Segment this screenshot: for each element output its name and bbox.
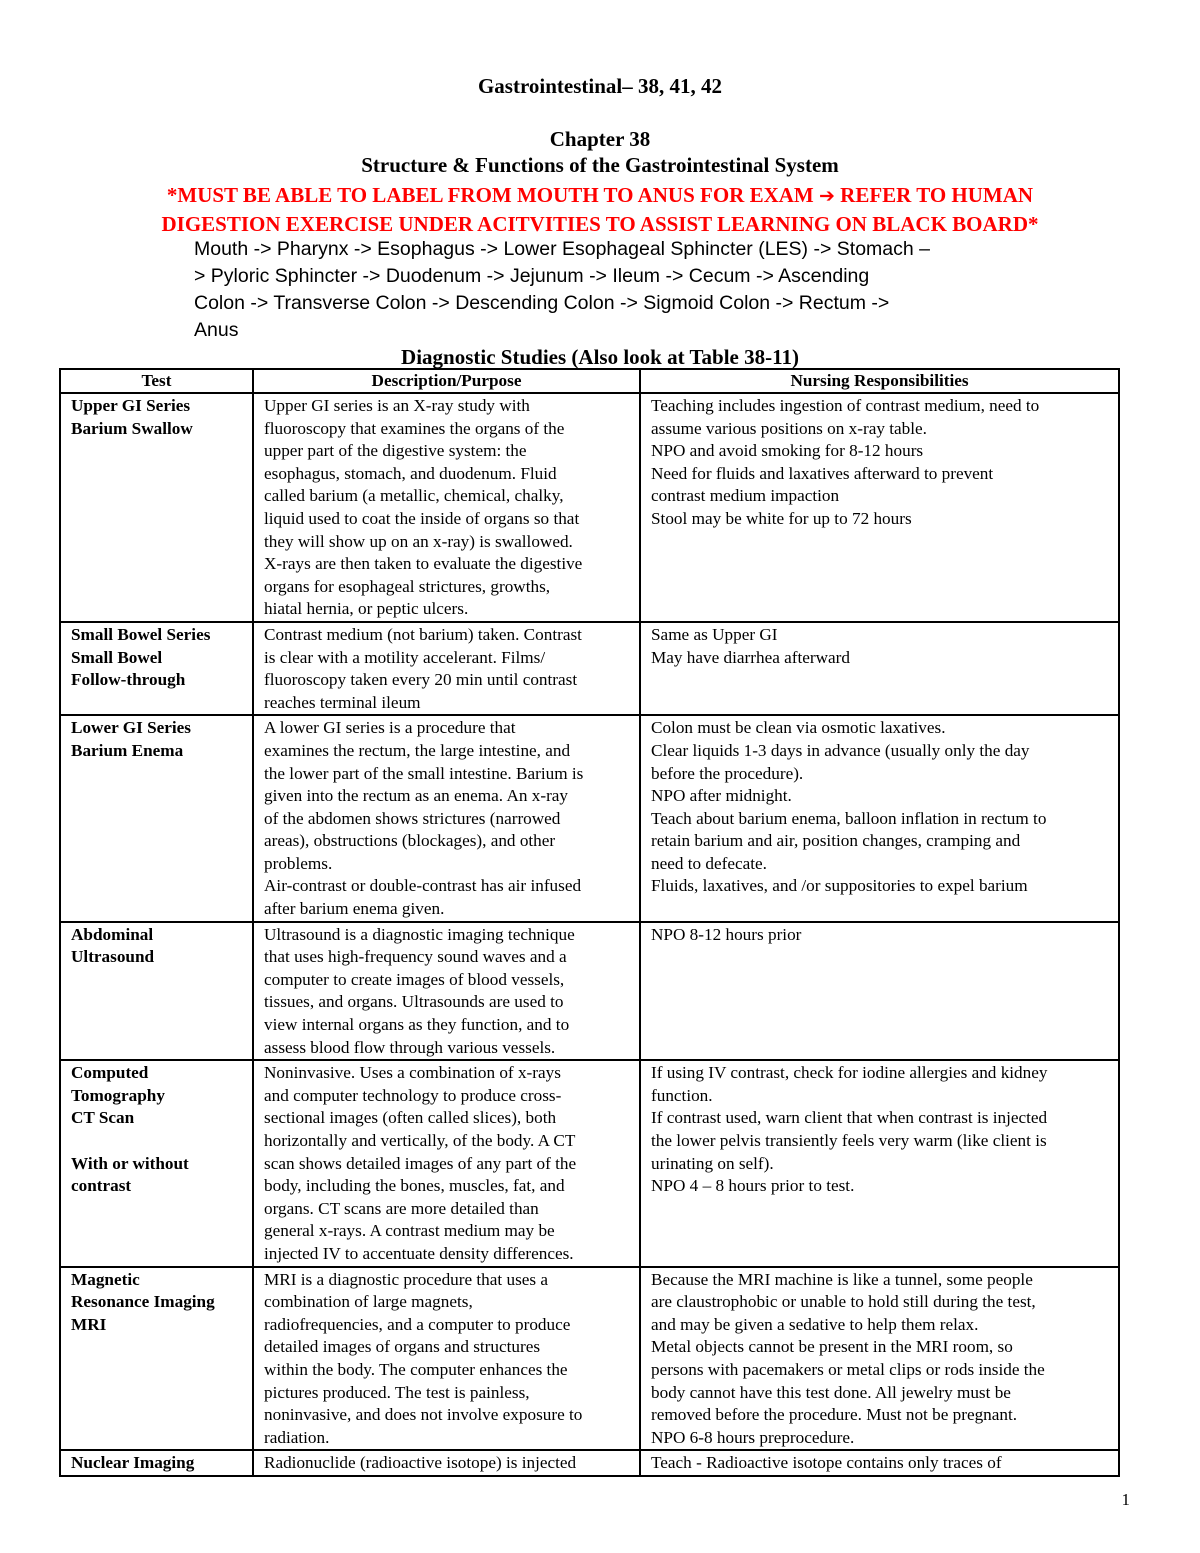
exam-warning-line2: DIGESTION EXERCISE UNDER ACITVITIES TO ASSIST LEARNING ON BLACK BOARD* [161, 212, 1039, 236]
cell-line: Teaching includes ingestion of contrast medium, need to [651, 396, 1040, 415]
cell-line: NPO 8-12 hours prior [651, 924, 802, 944]
test-cell [60, 715, 253, 921]
cell-line: hiatal hernia, or peptic ulcers. [264, 599, 469, 619]
cell-line: Stool may be white for up to 72 hours [651, 508, 912, 528]
cell-line: Colon must be clean via osmotic laxatives. [651, 718, 946, 738]
cell-line: Need for fluids and laxatives afterward to prevent [651, 463, 994, 483]
cell-line: Magnetic [71, 1269, 140, 1289]
cell-line: Barium Swallow [71, 418, 193, 438]
cell-line: Teach about barium enema, balloon inflation in rectum to [651, 808, 1047, 828]
test-cell [60, 393, 253, 622]
cell-line: given into the rectum as an enema. An x-ray [264, 786, 569, 806]
cell-line: computer to create images of blood vessels, [264, 969, 565, 989]
cell-line: Fluids, laxatives, and /or suppositories to expel barium [651, 876, 1028, 896]
exam-warning [0, 181, 1200, 238]
cell-line: Small Bowel Series [71, 624, 211, 644]
cell-line: after barium enema given. [264, 899, 445, 919]
chapter-subtitle: Structure & Functions of the Gastrointestinal System [361, 153, 839, 177]
nursing-cell [640, 393, 1119, 622]
cell-line: and may be given a sedative to help them relax. [651, 1314, 979, 1334]
cell-line: A lower GI series is a procedure that [264, 718, 516, 738]
exam-warning-text2: REFER TO HUMAN [840, 183, 1034, 207]
right-arrow-icon: ➔ [819, 185, 835, 207]
cell-line: sectional images (often called slices), both [264, 1108, 557, 1128]
cell-line: Contrast medium (not barium) taken. Contrast [264, 624, 582, 644]
cell-line: urinating on self). [651, 1153, 774, 1173]
cell-line: general x-rays. A contrast medium may be [264, 1221, 555, 1241]
chapter-heading: Chapter 38 [549, 127, 651, 151]
diagnostic-studies-heading: Diagnostic Studies (Also look at Table 38-11) [401, 345, 799, 369]
cell-line: MRI [71, 1314, 107, 1334]
cell-line: noninvasive, and does not involve exposure to [264, 1405, 583, 1425]
cell-line: Same as Upper GI [651, 624, 778, 644]
cell-line: fluoroscopy taken every 20 min until contrast [264, 670, 578, 690]
cell-line: reaches terminal ileum [264, 692, 421, 712]
cell-line: organs for esophageal strictures, growths, [264, 576, 551, 596]
cell-line: the lower part of the small intestine. Barium is [264, 763, 584, 783]
cell-line: removed before the procedure. Must not be pregnant. [651, 1405, 1018, 1425]
table-row [60, 715, 1119, 921]
cell-line: body, including the bones, muscles, fat, and [264, 1176, 565, 1196]
nursing-cell [640, 715, 1119, 921]
cell-line: fluoroscopy that examines the organs of the [264, 418, 565, 438]
cell-line: contrast medium impaction [651, 486, 840, 506]
cell-line: If using IV contrast, check for iodine allergies and kidney [651, 1063, 1048, 1083]
cell-line: need to defecate. [651, 853, 767, 873]
pathway-line: Mouth -> Pharynx -> Esophagus -> Lower Esophageal Sphincter (LES) -> Stomach – [194, 238, 930, 260]
cell-line: organs. CT scans are more detailed than [264, 1198, 539, 1218]
column-header-description: Description/Purpose [253, 369, 640, 393]
cell-line: and computer technology to produce cross- [264, 1085, 562, 1105]
cell-line: Resonance Imaging [71, 1292, 215, 1312]
cell-line: assess blood flow through various vessels. [264, 1037, 556, 1057]
description-cell [253, 393, 640, 622]
cell-line: radiation. [264, 1427, 330, 1447]
test-cell [60, 1267, 253, 1451]
cell-line: pictures produced. The test is painless, [264, 1382, 530, 1402]
pathway-line: Anus [194, 319, 239, 341]
cell-line: of the abdomen shows strictures (narrowed [264, 808, 561, 828]
cell-line: Teach - Radioactive isotope contains only traces of [651, 1453, 1002, 1473]
test-cell [60, 622, 253, 715]
cell-line: is clear with a motility accelerant. Films/ [264, 647, 546, 667]
cell-line: May have diarrhea afterward [651, 647, 850, 667]
cell-line: Air-contrast or double-contrast has air infused [264, 876, 582, 896]
cell-line: injected IV to accentuate density differences. [264, 1243, 574, 1263]
table-row [60, 393, 1119, 622]
cell-line: persons with pacemakers or metal clips or rods inside the [651, 1359, 1045, 1379]
column-header-nursing: Nursing Responsibilities [640, 369, 1119, 393]
cell-line: Small Bowel [71, 647, 163, 667]
cell-line: assume various positions on x-ray table. [651, 418, 927, 438]
cell-line: Ultrasound [71, 947, 155, 967]
cell-line: Clear liquids 1-3 days in advance (usually only the day [651, 740, 1030, 760]
pathway-line: > Pyloric Sphincter -> Duodenum -> Jejunum -> Ileum -> Cecum -> Ascending [194, 265, 870, 287]
cell-line: combination of large magnets, [264, 1292, 473, 1312]
cell-line: esophagus, stomach, and duodenum. Fluid [264, 463, 557, 483]
cell-line: before the procedure). [651, 763, 804, 783]
cell-line: If contrast used, warn client that when contrast is injected [651, 1108, 1048, 1128]
exam-warning-text1: *MUST BE ABLE TO LABEL FROM MOUTH TO ANUS FOR EXAM [166, 183, 814, 207]
cell-line: Nuclear Imaging [71, 1453, 195, 1473]
cell-line: upper part of the digestive system: the [264, 441, 527, 461]
cell-line: the lower pelvis transiently feels very warm (like client is [651, 1131, 1047, 1150]
table-row [60, 622, 1119, 715]
cell-line: MRI is a diagnostic procedure that uses a [264, 1269, 548, 1289]
cell-line: detailed images of organs and structures [264, 1337, 541, 1357]
digestive-pathway [194, 236, 994, 344]
nursing-cell [640, 622, 1119, 715]
cell-line: are claustrophobic or unable to hold still during the test, [651, 1292, 1036, 1312]
description-cell [253, 922, 640, 1061]
cell-line: Follow-through [71, 670, 186, 690]
column-header-test: Test [60, 369, 253, 393]
cell-line: Because the MRI machine is like a tunnel, some people [651, 1269, 1033, 1289]
pathway-line: Colon -> Transverse Colon -> Descending Colon -> Sigmoid Colon -> Rectum -> [194, 292, 890, 314]
cell-line: Upper GI series is an X-ray study with [264, 396, 530, 415]
cell-line: NPO and avoid smoking for 8-12 hours [651, 441, 924, 461]
test-cell [60, 1450, 253, 1476]
cell-line: Lower GI Series [71, 718, 191, 738]
table-row [60, 1060, 1119, 1266]
cell-line: CT Scan [71, 1108, 135, 1128]
cell-line: Abdominal [71, 924, 154, 944]
table-body [60, 393, 1119, 1476]
cell-line: Noninvasive. Uses a combination of x-rays [264, 1063, 561, 1083]
table-row [60, 1267, 1119, 1451]
cell-line: NPO 6-8 hours preprocedure. [651, 1427, 855, 1447]
cell-line: liquid used to coat the inside of organs so that [264, 508, 580, 528]
nursing-cell [640, 1450, 1119, 1476]
cell-line: tissues, and organs. Ultrasounds are used to [264, 992, 564, 1012]
cell-line: contrast [71, 1176, 132, 1196]
cell-line: scan shows detailed images of any part of the [264, 1153, 577, 1173]
page-number: 1 [1121, 1490, 1130, 1509]
table-row [60, 922, 1119, 1061]
cell-line: within the body. The computer enhances the [264, 1359, 568, 1379]
nursing-cell [640, 1267, 1119, 1451]
cell-line: Tomography [71, 1085, 165, 1105]
table-row [60, 1450, 1119, 1476]
description-cell [253, 1267, 640, 1451]
cell-line: they will show up on an x-ray) is swallowed. [264, 531, 573, 551]
cell-line: Computed [71, 1063, 149, 1083]
test-cell [60, 922, 253, 1061]
cell-line [71, 1130, 242, 1153]
nursing-cell [640, 1060, 1119, 1266]
diagnostic-studies-table [59, 368, 1120, 1477]
cell-line: examines the rectum, the large intestine, and [264, 740, 571, 760]
cell-line: body cannot have this test done. All jewelry must be [651, 1382, 1011, 1402]
cell-line: retain barium and air, position changes, cramping and [651, 831, 1021, 851]
cell-line: function. [651, 1085, 713, 1105]
cell-line: called barium (a metallic, chemical, chalky, [264, 486, 564, 506]
cell-line: radiofrequencies, and a computer to produce [264, 1314, 571, 1334]
nursing-cell [640, 922, 1119, 1061]
description-cell [253, 622, 640, 715]
cell-line: Barium Enema [71, 740, 184, 760]
description-cell [253, 715, 640, 921]
cell-line: view internal organs as they function, and to [264, 1015, 570, 1035]
cell-line: areas), obstructions (blockages), and other [264, 831, 556, 851]
cell-line: X-rays are then taken to evaluate the digestive [264, 554, 583, 574]
description-cell [253, 1450, 640, 1476]
cell-line: NPO after midnight. [651, 786, 792, 806]
document-title: Gastrointestinal– 38, 41, 42 [477, 74, 723, 98]
cell-line: horizontally and vertically, of the body. A CT [264, 1131, 576, 1150]
cell-line: Upper GI Series [71, 396, 191, 415]
cell-line: problems. [264, 853, 333, 873]
cell-line: With or without [71, 1153, 189, 1173]
cell-line: Metal objects cannot be present in the MRI room, so [651, 1337, 1013, 1357]
description-cell [253, 1060, 640, 1266]
cell-line: Ultrasound is a diagnostic imaging technique [264, 924, 575, 944]
test-cell [60, 1060, 253, 1266]
cell-line: Radionuclide (radioactive isotope) is injected [264, 1453, 577, 1473]
exam-warning-line1 [0, 181, 1200, 210]
cell-line: that uses high-frequency sound waves and a [264, 947, 567, 967]
cell-line: NPO 4 – 8 hours prior to test. [651, 1176, 855, 1196]
table-header-row [60, 369, 1119, 393]
